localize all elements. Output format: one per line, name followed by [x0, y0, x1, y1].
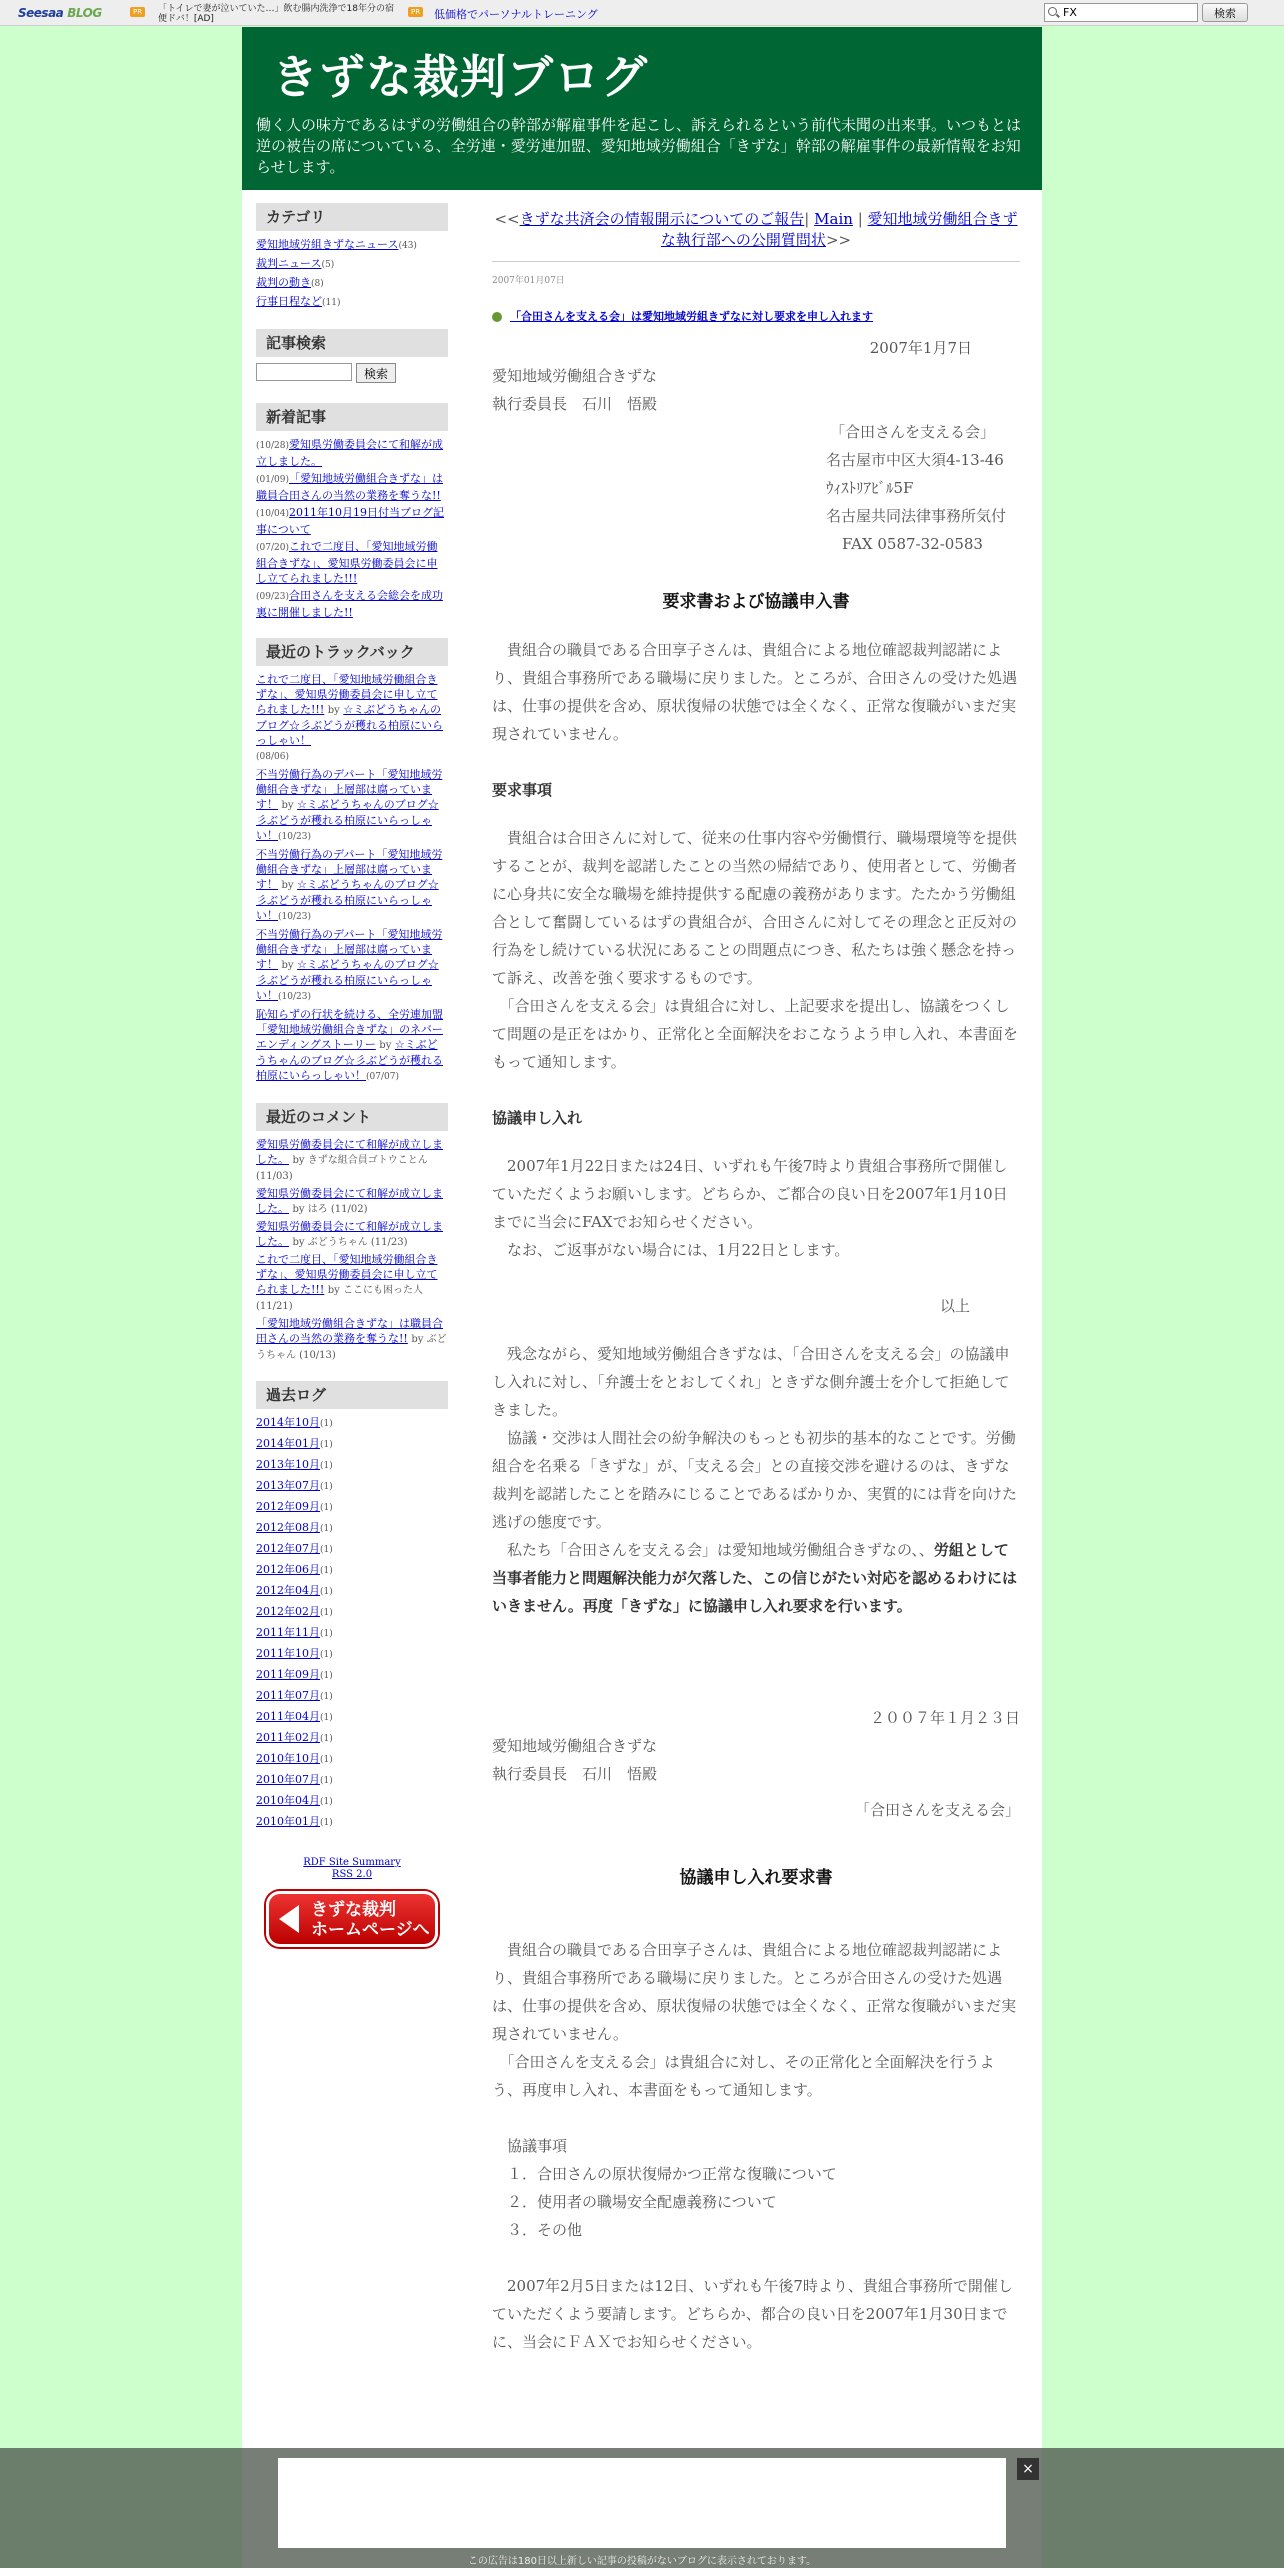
paragraph-bold-text: 労組として当事者能力と問題解決能力が欠落した、この信じがたい対応を認めるわけにはいきません。再度「きずな」に協議申し入れ要求を行います。 — [492, 1541, 1018, 1615]
side-search-input[interactable] — [256, 363, 352, 381]
nav-next-suffix: >> — [825, 231, 852, 249]
list-item — [256, 1583, 448, 1600]
side-search — [256, 363, 448, 385]
recent-link[interactable]: これで二度目、「愛知地域労働組合きずな」、愛知県労働委員会に申し立てられました!!! — [256, 540, 438, 585]
archive-count: (1) — [320, 1629, 333, 1639]
list-item — [256, 275, 448, 292]
agenda-item: ３．その他 — [492, 2221, 583, 2239]
archive-link[interactable]: 2011年11月 — [256, 1626, 320, 1639]
paragraph: 「合田さんを支える会」は貴組合に対し、その正常化と全面解決を行うよう、再度申し入れ、本書面をもって通知します。 — [492, 2053, 995, 2099]
paragraph: 貴組合の職員である合田享子さんは、貴組合による地位確認裁判認諾により、貴組合事務所である職場に戻りました。ところが合田さんの受けた処遇は、仕事の提供を含め、原状復帰の状態では全くなく、正常な復職がいまだ実現されていません。 — [492, 1941, 1017, 2043]
trackback-date: (08/06) — [256, 752, 289, 762]
archive-link[interactable]: 2010年07月 — [256, 1773, 320, 1786]
paragraph: 貴組合は合田さんに対して、従来の仕事内容や労働慣行、職場環境等を提供することが、裁判を認諾したことの当然の帰結であり、使用者として、労働者に心身共に安全な職場を維持提供する配慮の義務があります。たたかう労働組合として奮闘しているはずの貴組合が、合田さんに対してその理念と正反対の行為をし続けている状況にあることの問題点につき、私たちは強く懸念を持って訴え、改善を強く要求するものです。 — [492, 829, 1018, 987]
sender-name: 「合田さんを支える会」 — [830, 423, 996, 441]
paragraph: 2007年2月5日または12日、いずれも午後7時より、貴組合事務所で開催していただくよう要請します。どちらか、都合の良い日を2007年1月30日までに、当会にＦＡＸでお知らせください。 — [492, 2277, 1013, 2351]
category-count: (8) — [311, 279, 324, 289]
list-item — [256, 1541, 448, 1558]
category-link[interactable]: 行事日程など — [256, 295, 322, 308]
comments-heading: 最近のコメント — [256, 1103, 448, 1131]
rss-link[interactable]: RSS 2.0 — [331, 1869, 373, 1880]
comment-meta: by はろ (11/02) — [292, 1204, 368, 1215]
trackback-author-link[interactable]: ☆ミぶどうちゃんのブログ☆彡ぶどうが穫れる柏原にいらっしゃい！ — [256, 703, 443, 747]
trackback-by: by — [327, 705, 340, 716]
archive-link[interactable]: 2012年07月 — [256, 1542, 320, 1555]
archive-heading: 過去ログ — [256, 1381, 448, 1409]
post-body — [492, 334, 1020, 2356]
list-item — [256, 1316, 448, 1363]
trackback-by: by — [281, 800, 294, 811]
paragraph: 残念ながら、愛知地域労働組合きずなは、「合田さんを支える会」の協議申し入れに対し、「弁護士をとおしてくれ」ときずな側弁護士を介して拒絶してきました。 — [492, 1345, 1010, 1419]
recipient-org: 愛知地域労働組合きずな — [492, 1737, 658, 1755]
trackback-link[interactable]: これで二度目、「愛知地域労働組合きずな」、愛知県労働委員会に申し立てられました!!! — [256, 673, 438, 716]
nav-main-link[interactable]: Main — [814, 210, 853, 228]
post-title — [492, 310, 1020, 324]
paragraph: 協議・交渉は人間社会の紛争解決のもっとも初歩的基本的なことです。労働組合を名乗る「きずな」が、「支える会」との直接交渉を避けるのは、きずな裁判を認諾したことを踏みにじることであるばかりか、実質的には背を向けた逃げの態度です。 — [492, 1429, 1018, 1531]
list-item — [256, 1499, 448, 1516]
list-item — [256, 927, 448, 1005]
ad-notice: この広告は180日以上新しい記事の投稿がないブログに表示されております。 — [467, 2556, 817, 2567]
list-item — [256, 256, 448, 273]
top-search-input[interactable] — [1044, 3, 1198, 22]
agenda-heading: 協議事項 — [492, 2137, 568, 2155]
archive-link[interactable]: 2011年07月 — [256, 1689, 320, 1702]
category-link[interactable]: 裁判の動き — [256, 276, 311, 289]
letter-date: 2007年1月7日 — [869, 339, 972, 357]
trackback-link[interactable]: 不当労働行為のデパート「愛知地域労働組合きずな」上層部は腐っています！ — [256, 928, 443, 971]
list-item — [256, 588, 448, 620]
list-item — [256, 1604, 448, 1621]
list-item — [256, 1667, 448, 1684]
section-heading: 協議申し入れ要求書 — [679, 1868, 833, 1888]
list-item — [256, 505, 448, 537]
archive-link[interactable]: 2012年02月 — [256, 1605, 320, 1618]
archive-link[interactable]: 2013年10月 — [256, 1458, 320, 1471]
top-ad-link-2[interactable]: 低価格でパーソナルトレーニング — [434, 8, 598, 21]
blog-title[interactable]: きずな裁判ブログ — [272, 50, 648, 104]
logo-text: Seesaa — [18, 6, 64, 20]
ad-badge: PR — [130, 7, 145, 17]
trackback-link[interactable]: 不当労働行為のデパート「愛知地域労働組合きずな」上層部は腐っています！ — [256, 768, 443, 811]
paragraph: 「合田さんを支える会」は貴組合に対し、上記要求を提出し、協議をつくして問題の是正をはかり、正常化と全面解決をおこなうよう申し入れ、本書面をもって通知します。 — [492, 997, 1018, 1071]
paragraph: なお、ご返事がない場合には、1月22日とします。 — [492, 1241, 850, 1259]
trackback-heading: 最近のトラックバック — [256, 638, 448, 666]
seesaa-logo[interactable] — [18, 6, 102, 20]
category-count: (5) — [321, 260, 335, 270]
sender-name: 「合田さんを支える会」 — [854, 1801, 1020, 1819]
close-ad-button[interactable]: × — [1017, 2458, 1039, 2480]
category-link[interactable]: 裁判ニュース — [256, 257, 322, 270]
post-date: 2007年01月07日 — [492, 276, 565, 286]
nav-prev-prefix: << — [494, 210, 520, 228]
recent-date: (10/28) — [256, 441, 289, 451]
archive-link[interactable]: 2011年09月 — [256, 1668, 320, 1681]
archive-list — [256, 1415, 448, 1831]
sender-address: 名古屋市中区大須4-13-46 — [826, 451, 1004, 469]
list-item — [256, 1137, 448, 1184]
trackback-list — [256, 672, 448, 1085]
nav-prev-link[interactable]: きずな共済会の情報開示についてのご報告 — [519, 210, 805, 228]
trackback-date: (10/23) — [278, 832, 311, 842]
recent-link[interactable]: 2011年10月19日付当ブログ記事について — [256, 506, 444, 536]
list-item — [256, 1520, 448, 1537]
trackback-author-link[interactable]: ☆ミぶどうちゃんのブログ☆彡ぶどうが穫れる柏原にいらっしゃい！ — [256, 878, 439, 922]
trackback-author-link[interactable]: ☆ミぶどうちゃんのブログ☆彡ぶどうが穫れる柏原にいらっしゃい！ — [256, 958, 439, 1002]
arrow-left-icon — [279, 1905, 299, 1933]
comment-link[interactable]: 愛知県労働委員会にて和解が成立しました。 — [256, 1138, 443, 1166]
comment-meta: by ぶどうちゃん (10/13) — [256, 1334, 447, 1361]
recipient-name: 執行委員長 石川 悟殿 — [492, 395, 658, 413]
recent-link[interactable]: 「愛知地域労働組合きずな」は職員合田さんの当然の業務を奪うな!! — [256, 472, 443, 502]
nav-separator: | — [857, 210, 863, 228]
nav-separator: | — [804, 210, 810, 228]
list-item — [256, 1007, 448, 1085]
category-count: (11) — [322, 298, 341, 308]
comment-link[interactable]: 愛知県労働委員会にて和解が成立しました。 — [256, 1220, 443, 1248]
homepage-button[interactable] — [266, 1891, 438, 1947]
section-heading: 要求書および協議申入書 — [662, 592, 850, 612]
list-item — [256, 1730, 448, 1747]
main-content — [492, 209, 1020, 2356]
agenda-item: １．合田さんの原状復帰かつ正常な復職について — [492, 2165, 837, 2183]
recent-heading: 新着記事 — [256, 403, 448, 431]
recent-link[interactable]: 合田さんを支える会総会を成功裏に開催しました!! — [256, 589, 443, 619]
trackback-link[interactable]: 恥知らずの行状を続ける、全労連加盟「愛知地域労働組合きずな」のネバーエンディングストーリー — [256, 1008, 443, 1051]
post-navigation — [492, 209, 1020, 262]
archive-count: (1) — [320, 1650, 333, 1660]
archive-link[interactable]: 2010年04月 — [256, 1794, 320, 1807]
trackback-author-link[interactable]: ☆ミぶどうちゃんのブログ☆彡ぶどうが穫れる柏原にいらっしゃい！ — [256, 1038, 443, 1082]
top-search-button[interactable]: 検索 — [1202, 3, 1248, 22]
search-heading: 記事検索 — [256, 329, 448, 357]
comment-link[interactable]: これで二度目、「愛知地域労働組合きずな」、愛知県労働委員会に申し立てられました!!! — [256, 1253, 438, 1296]
trackback-author-link[interactable]: ☆ミぶどうちゃんのブログ☆彡ぶどうが穫れる柏原にいらっしゃい！ — [256, 798, 439, 842]
archive-link[interactable]: 2012年08月 — [256, 1521, 320, 1534]
list-item — [256, 1646, 448, 1663]
comment-meta: by きずな組合員ゴトウことん (11/03) — [256, 1155, 428, 1182]
archive-count: (1) — [320, 1713, 333, 1723]
post-title-link[interactable]: 「合田さんを支える会」は愛知地域労組きずなに対し要求を申し入れます — [510, 310, 873, 323]
list-item — [256, 672, 448, 765]
ad-badge: PR — [408, 7, 423, 17]
archive-count: (1) — [320, 1776, 333, 1786]
list-item — [256, 1415, 448, 1432]
top-ad-link-1[interactable]: 「トイレで妻が泣いていた…」飲む腸内洗浄で18年分の宿便ドバ！[AD] — [158, 4, 395, 24]
list-item — [256, 237, 448, 254]
list-item — [256, 1772, 448, 1789]
side-search-button[interactable]: 検索 — [356, 363, 396, 383]
trackback-by: by — [281, 960, 294, 971]
archive-link[interactable]: 2014年01月 — [256, 1437, 320, 1450]
archive-count: (1) — [320, 1587, 333, 1597]
categories-heading: カテゴリ — [256, 203, 448, 231]
archive-count: (1) — [320, 1482, 333, 1492]
list-item — [256, 1436, 448, 1453]
list-item — [256, 1751, 448, 1768]
categories-list — [256, 237, 448, 311]
blog-description: 働く人の味方であるはずの労働組合の幹部が解雇事件を起こし、訴えられるという前代未聞の出来事。いつもとは逆の被告の席についている、全労連・愛労連加盟、愛知地域労働組合「きずな」幹部の解雇事件の最新情報をお知らせします。 — [256, 116, 1022, 176]
paragraph — [492, 1536, 1020, 1620]
rdf-link[interactable]: RDF Site Summary — [303, 1857, 401, 1868]
list-item — [256, 847, 448, 925]
recipient-org: 愛知地域労働組合きずな — [492, 367, 658, 385]
list-item — [256, 1562, 448, 1579]
archive-count: (1) — [320, 1545, 333, 1555]
sender-office: 名古屋共同法律事務所気付 — [826, 507, 1007, 525]
archive-link[interactable]: 2011年10月 — [256, 1647, 320, 1660]
archive-count: (1) — [320, 1440, 333, 1450]
sender-building: ｳｨｽﾄﾘｱﾋﾞﾙ5F — [826, 479, 914, 497]
section-subheading: 要求事項 — [492, 781, 553, 799]
recent-date: (01/09) — [256, 475, 289, 485]
recent-link[interactable]: 愛知県労働委員会にて和解が成立しました。 — [256, 438, 443, 468]
archive-count: (1) — [320, 1818, 333, 1828]
closing-ijo: 以上 — [939, 1297, 970, 1315]
list-item — [256, 1478, 448, 1495]
trackback-by: by — [281, 880, 294, 891]
paragraph: 貴組合の職員である合田享子さんは、貴組合による地位確認裁判認諾により、貴組合事務所である職場に戻りました。ところが、合田さんの受けた処遇は、仕事の提供を含め、原状復帰の状態では全くなく、正常な復職がいまだ実現されていません。 — [492, 641, 1018, 743]
sender-fax: FAX 0587-32-0583 — [842, 535, 983, 553]
top-bar — [0, 0, 1284, 26]
feed-links — [256, 1857, 448, 1881]
list-item — [256, 1252, 448, 1314]
recipient-name: 執行委員長 石川 悟殿 — [492, 1765, 658, 1783]
list-item — [256, 294, 448, 311]
list-item — [256, 1457, 448, 1474]
category-link[interactable]: 愛知地域労組きずなニュース — [256, 238, 399, 251]
bottom-ad-overlay — [0, 2448, 1284, 2568]
homepage-button-line1: きずな裁判 — [311, 1900, 396, 1920]
archive-link[interactable]: 2012年09月 — [256, 1500, 320, 1513]
comment-link[interactable]: 「愛知地域労働組合きずな」は職員合田さんの当然の業務を奪うな!! — [256, 1317, 443, 1345]
archive-count: (1) — [320, 1419, 333, 1429]
archive-count: (1) — [320, 1734, 333, 1744]
homepage-button-line2: ホームページへ — [311, 1920, 430, 1940]
archive-count: (1) — [320, 1755, 333, 1765]
archive-link[interactable]: 2013年07月 — [256, 1479, 320, 1492]
comment-meta: by ぶどうちゃん (11/23) — [292, 1237, 408, 1248]
list-item — [256, 1793, 448, 1810]
trackback-date: (10/23) — [278, 912, 311, 922]
list-item — [256, 1814, 448, 1831]
list-item — [256, 471, 448, 503]
comments-list — [256, 1137, 448, 1363]
list-item — [256, 539, 448, 586]
comment-meta: by ここにも困った人 (11/21) — [256, 1285, 423, 1312]
archive-link[interactable]: 2012年04月 — [256, 1584, 320, 1597]
archive-link[interactable]: 2012年06月 — [256, 1563, 320, 1576]
paragraph-text: 私たち「合田さんを支える会」は愛知地域労働組合きずなの、、 — [492, 1541, 934, 1559]
archive-link[interactable]: 2014年10月 — [256, 1416, 320, 1429]
comment-link[interactable]: 愛知県労働委員会にて和解が成立しました。 — [256, 1187, 443, 1215]
bottom-ad-frame[interactable] — [278, 2458, 1006, 2548]
bullet-icon — [492, 312, 502, 322]
letter-date: ２００７年１月２３日 — [869, 1709, 1020, 1727]
list-item — [256, 1219, 448, 1250]
archive-link[interactable]: 2011年02月 — [256, 1731, 320, 1744]
sidebar — [256, 203, 448, 1947]
archive-count: (1) — [320, 1797, 333, 1807]
agenda-item: ２．使用者の職場安全配慮義務について — [492, 2193, 777, 2211]
paragraph: 2007年1月22日または24日、いずれも午後7時より貴組合事務所で開催していただくようお願いします。どちらか、ご都合の良い日を2007年1月10日までに当会にFAXでお知らせください。 — [492, 1157, 1008, 1231]
archive-count: (1) — [320, 1461, 333, 1471]
archive-count: (1) — [320, 1608, 333, 1618]
list-item — [256, 1186, 448, 1217]
logo-blog-text: BLOG — [67, 6, 102, 20]
archive-count: (1) — [320, 1692, 333, 1702]
nav-next-link[interactable]: 愛知地域労働組合きずな執行部への公開質問状 — [660, 210, 1018, 249]
archive-count: (1) — [320, 1566, 333, 1576]
list-item — [256, 1688, 448, 1705]
recent-list — [256, 437, 448, 620]
recent-date: (09/23) — [256, 592, 289, 602]
trackback-by: by — [379, 1040, 392, 1051]
section-subheading: 協議申し入れ — [492, 1109, 583, 1127]
category-count: (43) — [398, 241, 417, 251]
trackback-link[interactable]: 不当労働行為のデパート「愛知地域労働組合きずな」上層部は腐っています！ — [256, 848, 443, 891]
list-item — [256, 1625, 448, 1642]
archive-link[interactable]: 2010年10月 — [256, 1752, 320, 1765]
blog-header — [242, 27, 1042, 190]
archive-link[interactable]: 2011年04月 — [256, 1710, 320, 1723]
trackback-date: (07/07) — [366, 1072, 399, 1082]
archive-count: (1) — [320, 1524, 333, 1534]
list-item — [256, 437, 448, 469]
archive-link[interactable]: 2010年01月 — [256, 1815, 320, 1828]
search-icon — [1048, 7, 1057, 16]
recent-date: (10/04) — [256, 509, 289, 519]
archive-count: (1) — [320, 1671, 333, 1681]
archive-count: (1) — [320, 1503, 333, 1513]
recent-date: (07/20) — [256, 543, 289, 553]
page — [242, 27, 1042, 2568]
list-item — [256, 1709, 448, 1726]
trackback-date: (10/23) — [278, 992, 311, 1002]
list-item — [256, 767, 448, 845]
